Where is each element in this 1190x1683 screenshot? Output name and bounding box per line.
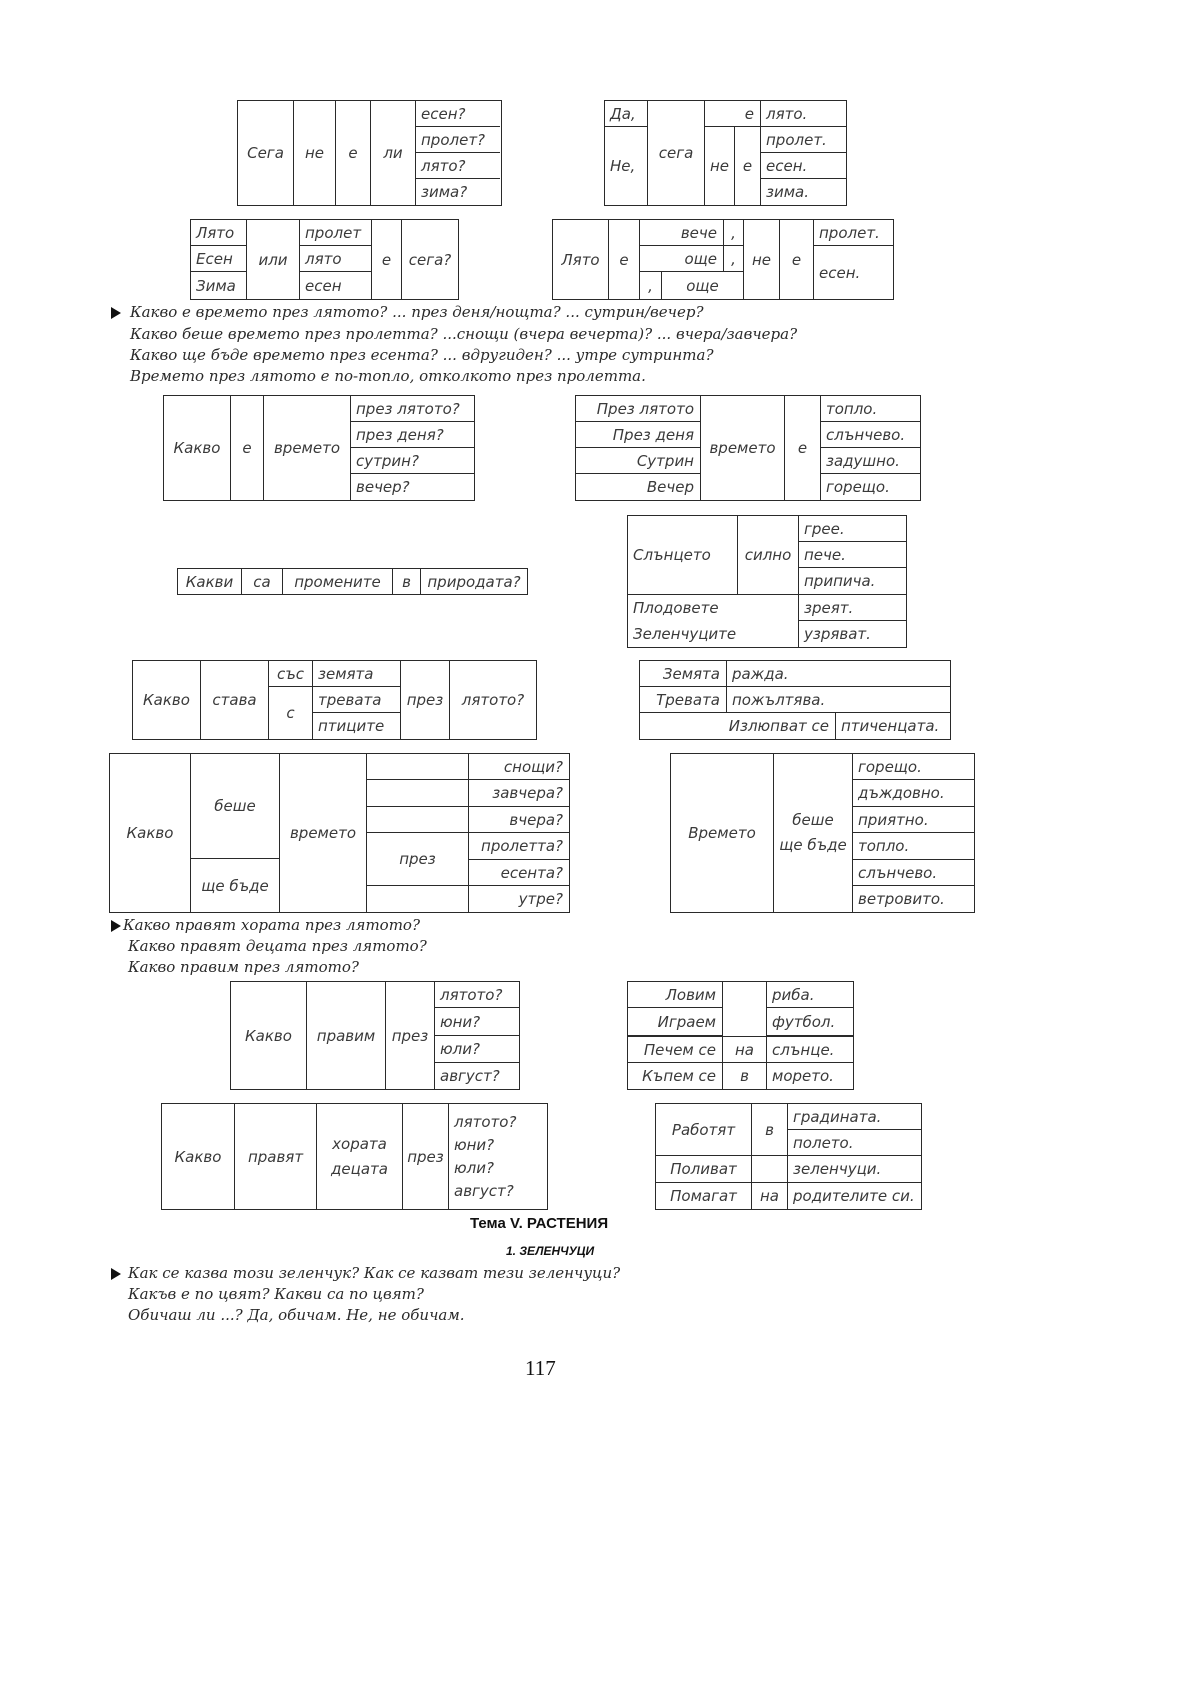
cell: правят bbox=[234, 1104, 316, 1209]
cell: Лято bbox=[191, 220, 247, 246]
cell: е bbox=[335, 101, 370, 205]
table-da-ne-sega bbox=[604, 100, 847, 206]
table-kakvo-stava bbox=[132, 660, 537, 740]
cell: Сутрин bbox=[576, 448, 701, 474]
cell bbox=[367, 807, 469, 833]
cell bbox=[752, 1156, 788, 1183]
question-line: Какво беше времето през пролетта? ...снощи (вчера вечерта)? ... вчера/завчера? bbox=[130, 325, 798, 343]
table-sega-ne-e-li bbox=[237, 100, 502, 206]
question-line: Какво правят хората през лятото? bbox=[123, 916, 420, 934]
cell: вече bbox=[639, 220, 723, 246]
option-cell: топло. bbox=[853, 833, 974, 860]
option-cell: есен? bbox=[416, 101, 500, 127]
cell: През деня bbox=[576, 422, 701, 448]
cell: зеленчуци. bbox=[788, 1156, 921, 1183]
option-cell: ветровито. bbox=[858, 890, 945, 908]
cell: Работят bbox=[656, 1104, 752, 1156]
option-cell: грее. bbox=[798, 516, 906, 542]
option-cell: пече. bbox=[798, 542, 906, 568]
option-cell: пролетта? bbox=[469, 833, 569, 860]
option-cell: узряват. bbox=[798, 621, 906, 647]
cell bbox=[723, 982, 767, 1036]
section-heading: Тема V. РАСТЕНИЯ bbox=[470, 1215, 609, 1232]
option-cell: есента? bbox=[469, 860, 569, 886]
cell: пролет bbox=[299, 220, 371, 246]
cell: през bbox=[402, 1104, 449, 1209]
cell: , bbox=[723, 220, 743, 246]
table-rabotyat bbox=[655, 1103, 922, 1210]
cell: футбол. bbox=[767, 1008, 853, 1036]
cell: Слънцето bbox=[628, 516, 737, 595]
cell: Какво bbox=[245, 1026, 292, 1045]
option-cell: зреят. bbox=[798, 595, 906, 621]
cell: Времето bbox=[688, 824, 756, 842]
option-cell: слънчево. bbox=[821, 422, 920, 448]
cell: е bbox=[371, 220, 401, 299]
option-cell: лято. bbox=[760, 101, 846, 127]
option-cell: приятно. bbox=[853, 807, 974, 833]
cell: Ловим bbox=[628, 982, 723, 1008]
cell: в bbox=[723, 1063, 767, 1089]
question-line: Какво ще бъде времето през есента? ... вдругиден? ... утре сутринта? bbox=[130, 346, 714, 364]
cell: през bbox=[367, 833, 469, 886]
option-cell: сутрин? bbox=[351, 448, 474, 474]
cell: времето bbox=[709, 439, 776, 457]
table-kakvo-pravyat-horata bbox=[161, 1103, 548, 1210]
option-cell: топло. bbox=[821, 396, 920, 422]
cell: още bbox=[639, 246, 723, 272]
option-cell: зима. bbox=[760, 179, 846, 205]
cell: Не, bbox=[610, 157, 636, 175]
table-kakvo-e-vremeto bbox=[163, 395, 475, 501]
cell: още bbox=[661, 272, 743, 299]
option-cell: през деня? bbox=[351, 422, 474, 448]
cell: сега? bbox=[401, 220, 458, 299]
cell: Поливат bbox=[656, 1156, 752, 1183]
option-cell: юли? bbox=[435, 1036, 519, 1063]
cell: ли bbox=[370, 101, 416, 205]
cell: ще бъде bbox=[190, 859, 279, 912]
cell: е bbox=[734, 127, 760, 205]
table-kakvo-beshe-vremeto bbox=[109, 753, 570, 913]
cell: е bbox=[704, 101, 760, 127]
cell: е bbox=[784, 396, 821, 500]
cell: родителите си. bbox=[793, 1187, 915, 1205]
cell: правим bbox=[306, 982, 385, 1089]
cell: , bbox=[639, 272, 661, 299]
option-cell: пролет. bbox=[760, 127, 846, 153]
cell: със bbox=[268, 661, 312, 687]
option-cell: зима? bbox=[421, 183, 468, 201]
cell: силно bbox=[737, 516, 798, 595]
option-cell: задушно. bbox=[821, 448, 920, 474]
cell: птиченцата. bbox=[841, 717, 940, 735]
table-zemyata-razhda bbox=[639, 660, 951, 740]
cell: Зеленчуците bbox=[633, 625, 737, 643]
option-cell: припича. bbox=[798, 568, 906, 595]
question-line: Какво правят децата през лятото? bbox=[128, 937, 427, 955]
option-cell: полето. bbox=[788, 1130, 921, 1156]
table-lyato-e-veche bbox=[552, 219, 894, 300]
cell: есен bbox=[299, 272, 371, 299]
option-cell: юни? bbox=[435, 1008, 519, 1036]
cell: Помагат bbox=[656, 1183, 752, 1209]
table-lyato-ili bbox=[190, 219, 459, 300]
cell: Излюпват се bbox=[640, 713, 836, 739]
cell: Вечер bbox=[576, 474, 701, 500]
cell: Земята bbox=[640, 661, 727, 687]
option-cell: август? bbox=[440, 1067, 500, 1085]
cell: Какво bbox=[173, 439, 221, 457]
cell: Къпем се bbox=[628, 1063, 723, 1089]
cell: Плодовете bbox=[633, 599, 719, 617]
bullet-triangle-icon bbox=[111, 1268, 121, 1280]
cell: става bbox=[200, 661, 268, 739]
cell: Сега bbox=[247, 144, 284, 162]
cell: лятото? bbox=[461, 691, 525, 709]
option-cell: снощи? bbox=[469, 754, 569, 780]
option-cell: слънчево. bbox=[853, 860, 974, 886]
cell: с bbox=[268, 687, 312, 739]
option-cell: утре? bbox=[518, 890, 563, 908]
cell bbox=[367, 780, 469, 807]
option-cell: завчера? bbox=[469, 780, 569, 807]
question-line: Какво правим през лятото? bbox=[128, 958, 359, 976]
question-line: Времето през лятото е по-топло, отколкото през пролетта. bbox=[130, 367, 646, 385]
cell: е bbox=[779, 220, 813, 299]
cell: е bbox=[608, 220, 639, 299]
cell bbox=[367, 886, 469, 912]
option-cell: вечер? bbox=[356, 478, 410, 496]
cell: времето bbox=[263, 396, 351, 500]
table-slunceto-silno bbox=[627, 515, 907, 648]
cell: не bbox=[743, 220, 779, 299]
cell: Зима bbox=[191, 272, 247, 299]
question-line: Как се казва този зеленчук? Как се казват тези зеленчуци? bbox=[128, 1264, 621, 1282]
cell: Какво bbox=[143, 691, 190, 709]
bullet-triangle-icon bbox=[111, 920, 121, 932]
option-cell: дъждовно. bbox=[853, 780, 974, 807]
cell bbox=[367, 754, 469, 780]
cell: промените bbox=[282, 569, 392, 594]
cell: през bbox=[401, 661, 450, 739]
cell: в bbox=[392, 569, 420, 594]
cell: ражда. bbox=[727, 661, 950, 687]
cell: беше ще бъде bbox=[773, 754, 853, 912]
cell: през bbox=[385, 982, 435, 1089]
cell: риба. bbox=[767, 982, 853, 1008]
cell: тревата bbox=[312, 687, 401, 713]
cell: лято bbox=[299, 246, 371, 272]
option-cell: есен. bbox=[813, 246, 893, 299]
cell: са bbox=[241, 569, 282, 594]
cell: Тревата bbox=[640, 687, 727, 713]
cell: Какво bbox=[174, 1147, 222, 1166]
cell: Есен bbox=[191, 246, 247, 272]
option-cell: лято? bbox=[416, 153, 500, 179]
cell: пожълтява. bbox=[727, 687, 950, 713]
option-cell: вчера? bbox=[469, 807, 569, 833]
option-cell: пролет. bbox=[813, 220, 893, 246]
cell: Играем bbox=[628, 1008, 723, 1036]
cell: в bbox=[752, 1104, 788, 1156]
option-cell: лятото? bbox=[435, 982, 519, 1008]
question-line: Какво е времето през лятото? ... през деня/нощта? ... сутрин/вечер? bbox=[130, 303, 704, 321]
cell: не bbox=[293, 101, 335, 205]
cell: морето. bbox=[772, 1067, 834, 1085]
cell: През лятото bbox=[576, 396, 701, 422]
subsection-heading: 1. ЗЕЛЕНЧУЦИ bbox=[506, 1244, 595, 1258]
cell: , bbox=[723, 246, 743, 272]
cell: Да, bbox=[605, 101, 647, 127]
cell: е bbox=[230, 396, 263, 500]
table-prez-lyatoto-vremeto bbox=[575, 395, 921, 501]
bullet-triangle-icon bbox=[111, 307, 121, 319]
cell: Печем се bbox=[628, 1036, 723, 1063]
cell: сега bbox=[647, 101, 704, 205]
option-cell: горещо. bbox=[853, 754, 974, 780]
cell: беше bbox=[190, 754, 279, 859]
cell: на bbox=[752, 1183, 788, 1209]
cell: на bbox=[723, 1036, 767, 1063]
cell: не bbox=[704, 127, 734, 205]
question-line: Обичаш ли ...? Да, обичам. Не, не обичам. bbox=[128, 1306, 465, 1324]
cell: хората децата bbox=[316, 1104, 402, 1209]
option-cell: през лятото? bbox=[351, 396, 474, 422]
cell: или bbox=[258, 250, 288, 269]
option-cell: лятото? юни? юли? август? bbox=[454, 1112, 517, 1200]
page-number: 117 bbox=[525, 1356, 556, 1380]
cell: Лято bbox=[561, 250, 600, 269]
cell: земята bbox=[312, 661, 401, 687]
cell: Какво bbox=[126, 824, 174, 842]
table-kakvi-sa-promenite bbox=[177, 568, 528, 595]
cell: птиците bbox=[312, 713, 401, 739]
table-lovim-riba bbox=[627, 981, 854, 1090]
option-cell: пролет? bbox=[416, 127, 500, 153]
cell: природата? bbox=[420, 569, 527, 594]
question-line: Какъв е по цвят? Какви са по цвят? bbox=[128, 1285, 424, 1303]
table-kakvo-pravim bbox=[230, 981, 520, 1090]
cell: времето bbox=[279, 754, 367, 912]
cell: слънце. bbox=[767, 1036, 853, 1063]
option-cell: горещо. bbox=[826, 478, 890, 496]
option-cell: градината. bbox=[788, 1104, 921, 1130]
table-vremeto-beshe bbox=[670, 753, 975, 913]
cell: Какви bbox=[185, 572, 234, 591]
option-cell: есен. bbox=[760, 153, 846, 179]
